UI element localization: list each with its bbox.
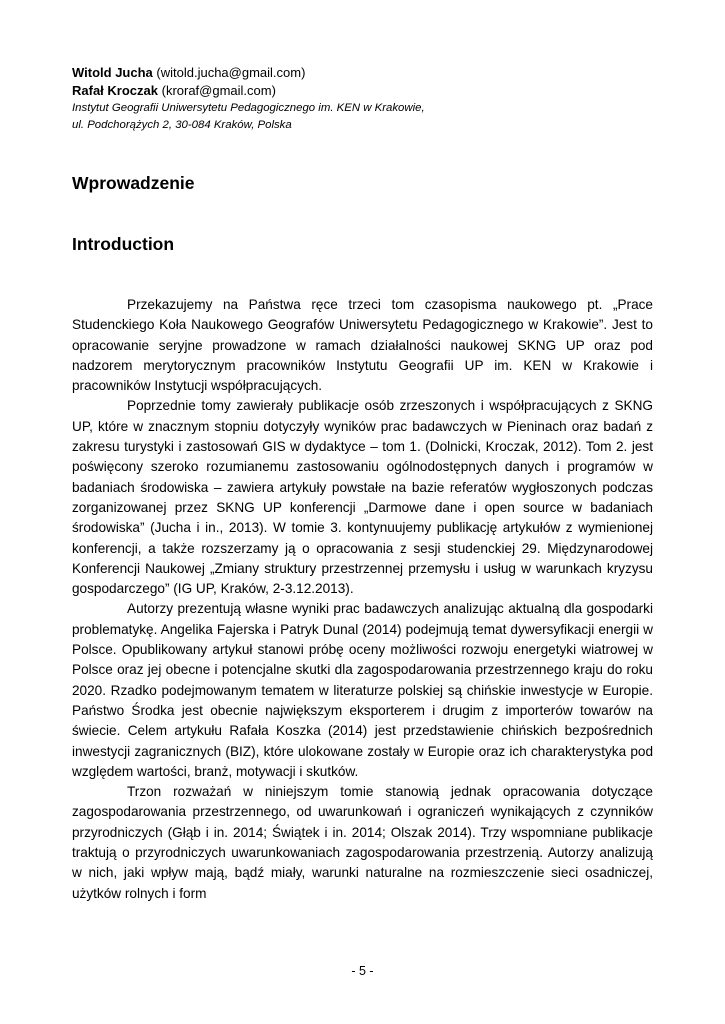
author-email[interactable]: (kroraf@gmail.com) [161,83,276,98]
author-name: Rafał Kroczak [72,83,158,98]
author-line [72,82,653,100]
author-line [72,64,653,82]
author-email[interactable]: (witold.jucha@gmail.com) [156,65,306,80]
heading-english: Introduction [72,234,175,254]
paragraph: Trzon rozważań w niniejszym tomie stanowią jednak opracowania dotyczące zagospodarowania przestrzennego, od uwarunkowań i ograniczeń wynikających z czynników przyrodniczych (Głąb i in. 2014; Świątek i in. 2014; Olszak 2014). Trzy wspomniane publikacje traktują o przyrodniczych uwarunkowaniach zagospodarowania przestrzenią. Autorzy analizują w nich, jaki wpływ mają, bądź miały, warunki naturalne na rozmieszczenie sieci osadniczej, użytków rolnych i form [72,784,653,901]
author-name: Witold Jucha [72,65,153,80]
address-line: ul. Podchorążych 2, 30-084 Kraków, Polska [72,119,292,131]
page-number: - 5 - [351,964,374,978]
paragraph: Poprzednie tomy zawierały publikacje osób zrzeszonych i współpracujących z SKNG UP, które w znacznym stopniu dotyczyły wyników prac badawczych w Pieninach oraz badań z zakresu turystyki i zastosowań GIS w dydaktyce – tom 1. (Dolnicki, Kroczak, 2012). Tom 2. jest poświęcony szeroko rozumianemu zastosowaniu ogólnodostępnych danych i programów w badaniach środowiska – zawiera artykuły powstałe na bazie referatów wygłoszonych podczas zorganizowanej przez SKNG UP konferencji „Darmowe dane i open source w badaniach środowiska” (Jucha i in., 2013). W tomie 3. kontynuujemy publikację artykułów z wymienionej konferencji, a także rozszerzamy ją o opracowania z sesji studenckiej 29. Międzynarodowej Konferencji Naukowej „Zmiany struktury przestrzennej przemysłu i usług w warunkach kryzysu gospodarczego” (IG UP, Kraków, 2-3.12.2013). [72,398,653,597]
author-block [72,64,653,134]
paragraph: Autorzy prezentują własne wyniki prac badawczych analizując aktualną dla gospodarki problematykę. Angelika Fajerska i Patryk Dunal (2014) podejmują temat dywersyfikacji energii w Polsce. Opublikowany artykuł stanowi próbę oceny możliwości rozwoju energetyki wiatrowej w Polsce oraz jej obecne i potencjalne skutki dla zagospodarowania przestrzennego kraju do roku 2020. Rzadko podejmowanym tematem w literaturze polskiej są chińskie inwestycje w Europie. Państwo Środka jest obecnie największym eksporterem i drugim z importerów towarów na świecie. Celem artykułu Rafała Koszka (2014) jest przedstawienie chińskich bezpośrednich inwestycji zagranicznych (BIZ), które ulokowane zostały w Europie oraz ich charakterystyka pod względem wartości, branż, motywacji i skutków. [72,601,653,779]
heading-polish: Wprowadzenie [72,173,195,193]
body-text [72,295,653,904]
document-page [72,64,653,904]
affiliation-line: Instytut Geografii Uniwersytetu Pedagogicznego im. KEN w Krakowie, [72,102,425,114]
paragraph: Przekazujemy na Państwa ręce trzeci tom czasopisma naukowego pt. „Prace Studenckiego Koła Naukowego Geografów Uniwersytetu Pedagogicznego w Krakowie”. Jest to opracowanie seryjne prowadzone w ramach działalności naukowej SKNG UP oraz pod nadzorem merytorycznym pracowników Instytutu Geografii UP im. KEN w Krakowie i pracowników Instytucji współpracujących. [72,297,653,394]
